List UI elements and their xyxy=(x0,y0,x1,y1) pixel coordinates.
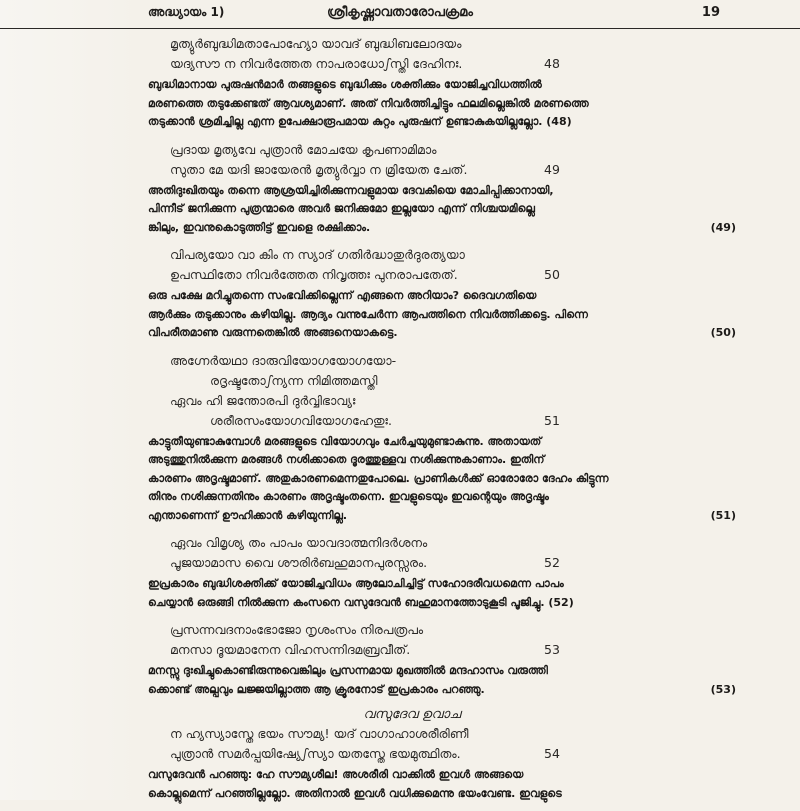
chapter-label: അദ്ധ്യായം 1) xyxy=(148,5,225,19)
page-body xyxy=(148,34,736,811)
verse-block xyxy=(148,245,736,285)
commentary-number: (49) xyxy=(710,220,736,234)
commentary-line: ആർക്കും തടുക്കാനും കഴിയില്ല. ആദ്യം വന്നുചേർന്ന ആപത്തിനെ നിവർത്തിക്കട്ടെ. പിന്നെ xyxy=(148,307,588,321)
verse-line: മൃത്യുർബുദ്ധിമതാപോഹ്യോ യാവദ് ബുദ്ധിബലോദയം xyxy=(170,36,462,51)
verse-line: പ്രദായ മൃത്യവേ പുത്രാൻ മോചയേ കൃപണാമിമാം xyxy=(170,141,437,157)
commentary xyxy=(148,433,736,526)
commentary-line: മരണത്തെ തടുക്കേണ്ടത് ആവശ്യമാണ്. അത് നിവർത്തിച്ചിട്ടും ഫലമില്ലെങ്കിൽ മരണത്തെ xyxy=(148,96,589,110)
verse-number: 54 xyxy=(544,746,560,761)
commentary-line: വിപരീതമാണു വരുന്നതെങ്കിൽ അങ്ങനെയാകട്ടെ. (50) xyxy=(148,324,736,343)
commentary xyxy=(148,766,736,803)
page-header xyxy=(0,0,800,29)
commentary-line: കൊല്ലുമെന്ന് പറഞ്ഞില്ലല്ലോ. അതിനാൽ ഇവൾ വധിക്കുമെന്നു ഭയംവേണ്ട. ഇവളുടെ xyxy=(148,786,562,800)
verse-line: സുതാ മേ യദി ജായേരൻ മൃത്യുർവ്വാ ന മ്രിയേത ചേത്. 49 xyxy=(170,160,736,180)
verse-number: 48 xyxy=(544,56,560,71)
verse-line: ശരീരസംയോഗവിയോഗഹേതുഃ. 51 xyxy=(170,411,736,431)
commentary-number: (53) xyxy=(710,682,736,696)
verse-line: പ്രസന്നവദനാംഭോജോ നൃശംസം നിരപത്രപം xyxy=(170,622,424,637)
commentary-line: കാട്ടുതീയുണ്ടാകുമ്പോൾ മരങ്ങളുടെ വിയോഗവും ചേർച്ചയുമുണ്ടാകുന്നു. അതായത് xyxy=(148,434,542,448)
commentary-line: ഒരു പക്ഷേ മറിച്ചുതന്നെ സംഭവിക്കില്ലെന്ന് എങ്ങനെ അറിയാം? ദൈവഗതിയെ xyxy=(148,289,537,302)
commentary-line: കാരണം അദൃഷ്ടമാണ്. അതുകാരണമെന്നതുപോലെ. പ്രാണികൾക്ക് ഓരോരോ ദേഹം കിട്ടുന്ന xyxy=(148,471,609,485)
verse-block xyxy=(148,620,736,660)
page-number: 19 xyxy=(701,5,720,20)
commentary-number: (51) xyxy=(710,508,736,522)
verse-line: യദ്യസൗ ന നിവർത്തേത നാപരാധോഽസ്തി ദേഹിനഃ. 48 xyxy=(170,54,736,74)
commentary-line: ചെയ്യാൻ ഒരുങ്ങി നിൽക്കുന്ന കംസനെ വസുദേവൻ ബഹുമാനത്തോടുകൂടി പൂജിച്ചു. (52) xyxy=(148,595,574,609)
commentary-number: (50) xyxy=(710,326,736,339)
page-title: ശ്രീകൃഷ്ണാവതാരോപക്രമം xyxy=(327,5,473,20)
verse-line: പുത്രാൻ സമർപ്പയിഷ്യേഽസ്യാ യതസ്തേ ഭയമുത്ഥിതം. 54 xyxy=(170,744,736,764)
verse-line: ന ഹ്യസ്യാസ്തേ ഭയം സൗമ്യ! യദ് വാഗാഹാശരീരിണീ xyxy=(170,726,469,741)
verse-block xyxy=(148,724,736,764)
commentary-line: തടുക്കാൻ ശ്രമിച്ചില്ല എന്ന ഉപേക്ഷാരൂപമായ കുറ്റം പുരുഷന് ഉണ്ടാകുകയില്ലല്ലോ. (48) xyxy=(148,115,572,128)
speaker-heading: വസുദേവ ഉവാച xyxy=(363,707,461,722)
commentary-line: പിന്നീട് ജനിക്കുന്ന പുത്രന്മാരെ അവർ ജനിക്കുമോ ഇല്ലയോ എന്ന് നിശ്ചയമില്ലെ xyxy=(148,202,535,215)
commentary-line: ക്കൊണ്ട് അല്പവും ലജ്ജയില്ലാത്ത ആ ക്രൂരനോട് ഇപ്രകാരം പറഞ്ഞു. (53) xyxy=(148,681,736,700)
commentary xyxy=(148,76,736,132)
verse-line: അഗ്നേർയഥാ ദാരുവിയോഗയോഗയോ- xyxy=(170,352,397,368)
verse-block xyxy=(148,34,736,74)
verse-number: 51 xyxy=(544,412,560,428)
commentary xyxy=(148,575,736,612)
commentary-line: മനസ്സു ദുഃഖിച്ചുകൊണ്ടിരുന്നുവെങ്കിലും പ്രസന്നമായ മുഖത്തിൽ മന്ദഹാസം വരുത്തി xyxy=(148,664,548,677)
verse-block xyxy=(148,533,736,573)
commentary-line: അതിദുഃഖിതയും തന്നെ ആശ്രയിച്ചിരിക്കുന്നവളുമായ ദേവകിയെ മോചിപ്പിക്കാനായി, xyxy=(148,183,554,197)
verse-line: വിപര്യയോ വാ കിം ന സ്യാദ് ഗതിർദ്ധാതുർദുരത്യയാ xyxy=(170,247,465,262)
verse-line: ഏവം ഹി ജന്തോരപി ദുർവ്വിഭാവ്യഃ xyxy=(170,392,356,408)
verse-block xyxy=(148,351,736,431)
commentary xyxy=(148,182,736,238)
commentary-line: എന്താണെന്ന് ഊഹിക്കാൻ കഴിയുന്നില്ല. (51) xyxy=(148,507,736,526)
verse-block xyxy=(148,140,736,180)
verse-number: 52 xyxy=(544,555,560,570)
verse-number: 53 xyxy=(544,642,560,657)
commentary-line: ബുദ്ധിമാനായ പുരുഷൻമാർ തങ്ങളുടെ ബുദ്ധിക്കും ശക്തിക്കും യോജിച്ചവിധത്തിൽ xyxy=(148,78,542,91)
verse-line: രദൃഷ്ടതോഽന്യന്ന നിമിത്തമസ്തി xyxy=(210,372,378,388)
verse-line: ഉപസ്ഥിതോ നിവർത്തേത നിവൃത്തഃ പുനരാപതേത്. 50 xyxy=(170,265,736,285)
commentary xyxy=(148,287,736,343)
commentary-line: ങ്കിലും, ഇവനുകൊടുത്തിട്ട് ഇവളെ രക്ഷിക്കാം. (49) xyxy=(148,219,736,238)
verse-number: 49 xyxy=(544,161,560,177)
commentary-line: ഇപ്രകാരം ബുദ്ധിശക്തിക്ക് യോജിച്ചവിധം ആലോചിച്ചിട്ട് സഹോദരീവധമെന്ന പാപം xyxy=(148,577,564,590)
commentary-line: അടുത്തുനിൽക്കുന്ന മരങ്ങൾ നശിക്കാതെ ദൂരത്തുള്ളവ നശിക്കുന്നുകാണാം. ഇതിന് xyxy=(148,453,545,466)
verse-line: പൂജയാമാസ വൈ ശൗരിർബഹുമാനപുരസ്സരം. 52 xyxy=(170,553,736,573)
commentary-line: തിനും നശിക്കുന്നതിനും കാരണം അദൃഷ്ടംതന്നെ. ഇവളുടെയും ഇവന്റെയും അദൃഷ്ടം xyxy=(148,490,549,503)
commentary-line: വസുദേവൻ പറഞ്ഞു: ഹേ സൗമ്യശീല! അശരീരി വാക്കിൽ ഇവൾ അങ്ങയെ xyxy=(148,768,524,781)
verse-line: മനസാ ദൂയമാനേന വിഹസന്നിദമബ്രവീത്. 53 xyxy=(170,640,736,660)
page-margin xyxy=(0,0,140,800)
verse-line: ഏവം വിമൃശ്യ തം പാപം യാവദാത്മനിദർശനം xyxy=(170,535,428,550)
verse-number: 50 xyxy=(544,267,560,282)
commentary xyxy=(148,662,736,699)
